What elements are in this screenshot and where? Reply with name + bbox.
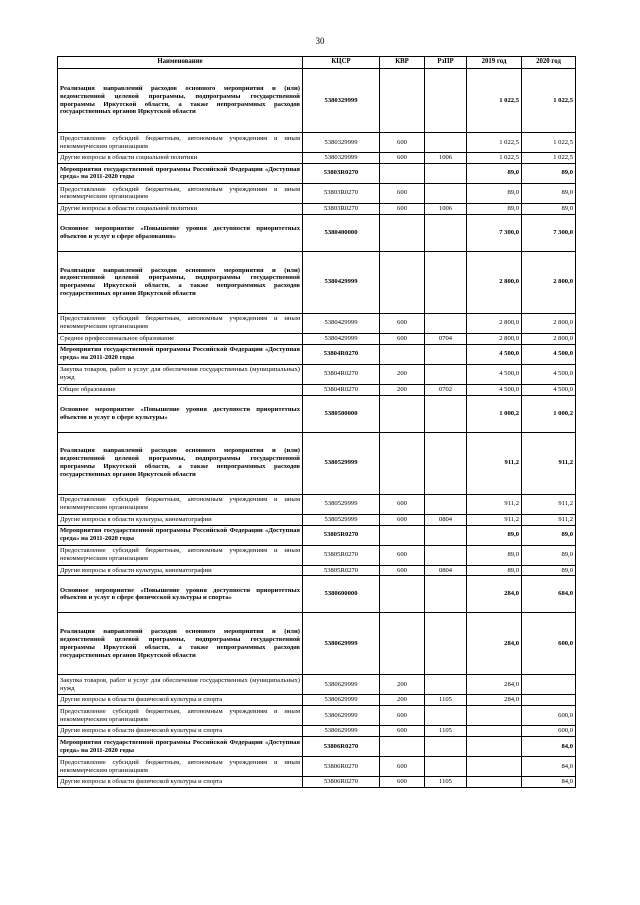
cell-kcsr: 5380329999 [303, 133, 380, 153]
cell-kvr [380, 737, 425, 757]
cell-kcsr: 53805R0270 [303, 545, 380, 565]
cell-kvr: 600 [380, 706, 425, 726]
cell-kcsr: 5380629999 [303, 613, 380, 675]
cell-kvr: 600 [380, 514, 425, 525]
cell-2019 [467, 706, 522, 726]
cell-name: Реализация направлений расходов основного мероприятия и (или) ведомственной целевой программы, подпрограммы государственной программы Иркутской области, а также непрограммных расходов государственных органов Иркутской области [58, 613, 303, 675]
table-row [58, 576, 576, 613]
cell-rzpr: 1105 [425, 777, 467, 788]
cell-2020: 89,0 [522, 203, 576, 214]
table-row [58, 69, 576, 133]
cell-name: Закупка товаров, работ и услуг для обеспечения государственных (муниципальных) нужд [58, 675, 303, 695]
table-row [58, 153, 576, 164]
cell-name: Мероприятия государственной программы Российской Федерации «Доступная среда» на 2011-2020 годы [58, 525, 303, 545]
cell-name: Основное мероприятие «Повышение уровня доступности приоритетных объектов и услуг в сфере культуры» [58, 395, 303, 432]
cell-2020: 84,0 [522, 757, 576, 777]
cell-kcsr: 5380500000 [303, 395, 380, 432]
cell-name: Другие вопросы в области культуры, кинематографии [58, 565, 303, 576]
cell-rzpr [425, 675, 467, 695]
cell-name: Другие вопросы в области культуры, кинематографии [58, 514, 303, 525]
header-2020: 2020 год [522, 57, 576, 69]
cell-name: Предоставление субсидий бюджетным, автономным учреждениям и иным некоммерческим организациям [58, 706, 303, 726]
cell-name: Реализация направлений расходов основного мероприятия и (или) ведомственной целевой программы, подпрограммы государственной программы Иркутской области, а также непрограммных расходов государственных органов Иркутской области [58, 432, 303, 494]
cell-kcsr: 5380429999 [303, 333, 380, 344]
cell-2019: 911,2 [467, 514, 522, 525]
cell-rzpr [425, 133, 467, 153]
cell-2019: 1 022,5 [467, 69, 522, 133]
cell-name: Предоставление субсидий бюджетным, автономным учреждениям и иным некоммерческим организациям [58, 313, 303, 333]
cell-kvr [380, 163, 425, 183]
table-row [58, 163, 576, 183]
cell-2020: 1 000,2 [522, 395, 576, 432]
cell-name: Реализация направлений расходов основного мероприятия и (или) ведомственной целевой программы, подпрограммы государственной программы Иркутской области, а также непрограммных расходов государственных органов Иркутской области [58, 69, 303, 133]
cell-2019: 1 022,5 [467, 133, 522, 153]
cell-rzpr [425, 183, 467, 203]
cell-rzpr [425, 494, 467, 514]
table-row [58, 183, 576, 203]
cell-kcsr: 5380529999 [303, 494, 380, 514]
cell-rzpr: 0804 [425, 514, 467, 525]
cell-kcsr: 53806R0270 [303, 777, 380, 788]
cell-2019: 2 800,0 [467, 313, 522, 333]
table-row [58, 214, 576, 251]
cell-name: Другие вопросы в области социальной политики [58, 203, 303, 214]
table-row [58, 203, 576, 214]
cell-kvr [380, 344, 425, 364]
cell-rzpr: 0704 [425, 333, 467, 344]
cell-2019: 89,0 [467, 525, 522, 545]
cell-name: Мероприятия государственной программы Российской Федерации «Доступная среда» на 2011-2020 годы [58, 344, 303, 364]
cell-kcsr: 5380329999 [303, 153, 380, 164]
cell-2020 [522, 695, 576, 706]
cell-kcsr: 5380629999 [303, 726, 380, 737]
cell-kvr: 200 [380, 675, 425, 695]
table-row [58, 344, 576, 364]
cell-name: Основное мероприятие «Повышение уровня доступности приоритетных объектов и услуг в сфере физической культуры и спорта» [58, 576, 303, 613]
table-row [58, 133, 576, 153]
cell-kcsr: 53804R0270 [303, 384, 380, 395]
cell-name: Реализация направлений расходов основного мероприятия и (или) ведомственной целевой программы, подпрограммы государственной программы Иркутской области, а также непрограммных расходов государственных органов Иркутской области [58, 251, 303, 313]
cell-kvr: 600 [380, 545, 425, 565]
cell-2020: 1 022,5 [522, 153, 576, 164]
cell-kvr [380, 214, 425, 251]
cell-kvr: 600 [380, 494, 425, 514]
cell-kvr: 200 [380, 364, 425, 384]
header-rzpr: РзПР [425, 57, 467, 69]
cell-2020: 89,0 [522, 565, 576, 576]
cell-name: Другие вопросы в области социальной политики [58, 153, 303, 164]
cell-kcsr: 53805R0270 [303, 525, 380, 545]
cell-kcsr: 53806R0270 [303, 757, 380, 777]
table-row [58, 706, 576, 726]
cell-kcsr: 5380629999 [303, 675, 380, 695]
cell-name: Другие вопросы в области физической культуры и спорта [58, 726, 303, 737]
cell-2020: 84,0 [522, 737, 576, 757]
table-row [58, 545, 576, 565]
cell-2020: 2 800,0 [522, 251, 576, 313]
cell-2020: 4 500,0 [522, 384, 576, 395]
cell-2020: 600,0 [522, 726, 576, 737]
table-row [58, 695, 576, 706]
header-2019: 2019 год [467, 57, 522, 69]
cell-2019: 89,0 [467, 163, 522, 183]
table-row [58, 777, 576, 788]
cell-rzpr [425, 757, 467, 777]
cell-2019 [467, 737, 522, 757]
table-row [58, 313, 576, 333]
table-header-row [58, 57, 576, 69]
table-row [58, 613, 576, 675]
cell-rzpr [425, 706, 467, 726]
cell-rzpr [425, 576, 467, 613]
table-row [58, 432, 576, 494]
cell-2019: 4 500,0 [467, 344, 522, 364]
cell-name: Предоставление субсидий бюджетным, автономным учреждениям и иным некоммерческим организациям [58, 494, 303, 514]
cell-kvr [380, 525, 425, 545]
table-row [58, 251, 576, 313]
cell-kcsr: 5380429999 [303, 251, 380, 313]
cell-name: Мероприятия государственной программы Российской Федерации «Доступная среда» на 2011-2020 годы [58, 163, 303, 183]
cell-2019: 4 500,0 [467, 364, 522, 384]
table-row [58, 364, 576, 384]
table-row [58, 726, 576, 737]
cell-2019: 2 800,0 [467, 251, 522, 313]
cell-2020: 911,2 [522, 494, 576, 514]
table-row [58, 494, 576, 514]
cell-kcsr: 53806R0270 [303, 737, 380, 757]
header-name: Наименование [58, 57, 303, 69]
cell-name: Среднее профессиональное образование [58, 333, 303, 344]
cell-kcsr: 5380429999 [303, 313, 380, 333]
cell-kvr [380, 576, 425, 613]
cell-rzpr [425, 69, 467, 133]
header-kvr: КВР [380, 57, 425, 69]
cell-rzpr: 0804 [425, 565, 467, 576]
cell-2019: 89,0 [467, 183, 522, 203]
cell-rzpr [425, 364, 467, 384]
cell-kvr: 600 [380, 313, 425, 333]
cell-rzpr [425, 613, 467, 675]
cell-2019: 284,0 [467, 675, 522, 695]
cell-2020: 1 022,5 [522, 69, 576, 133]
cell-2020: 4 500,0 [522, 344, 576, 364]
cell-kcsr: 5380329999 [303, 69, 380, 133]
cell-2020: 1 022,5 [522, 133, 576, 153]
cell-2019: 2 800,0 [467, 333, 522, 344]
cell-2020: 89,0 [522, 183, 576, 203]
cell-kvr [380, 395, 425, 432]
cell-kcsr: 5380529999 [303, 514, 380, 525]
cell-rzpr [425, 432, 467, 494]
cell-2019: 284,0 [467, 695, 522, 706]
cell-name: Предоставление субсидий бюджетным, автономным учреждениям и иным некоммерческим организациям [58, 757, 303, 777]
table-row [58, 384, 576, 395]
cell-rzpr [425, 251, 467, 313]
cell-2019: 911,2 [467, 432, 522, 494]
cell-rzpr: 1105 [425, 726, 467, 737]
cell-kvr: 600 [380, 757, 425, 777]
cell-kcsr: 53805R0270 [303, 565, 380, 576]
cell-2019: 284,0 [467, 613, 522, 675]
cell-2019: 7 300,0 [467, 214, 522, 251]
cell-kvr: 600 [380, 203, 425, 214]
cell-rzpr [425, 214, 467, 251]
table-row [58, 525, 576, 545]
table-row [58, 675, 576, 695]
cell-rzpr [425, 163, 467, 183]
cell-2020: 600,0 [522, 613, 576, 675]
cell-rzpr: 1105 [425, 695, 467, 706]
cell-2020: 600,0 [522, 706, 576, 726]
cell-2019 [467, 777, 522, 788]
cell-rzpr: 1006 [425, 203, 467, 214]
cell-2019: 89,0 [467, 565, 522, 576]
cell-kcsr: 53804R0270 [303, 344, 380, 364]
cell-kvr [380, 69, 425, 133]
cell-2019: 1 000,2 [467, 395, 522, 432]
table-row [58, 395, 576, 432]
cell-kvr: 600 [380, 565, 425, 576]
cell-rzpr [425, 313, 467, 333]
cell-rzpr [425, 344, 467, 364]
cell-name: Другие вопросы в области физической культуры и спорта [58, 695, 303, 706]
cell-2020: 89,0 [522, 525, 576, 545]
cell-name: Основное мероприятие «Повышение уровня доступности приоритетных объектов и услуг в сфере образования» [58, 214, 303, 251]
cell-kvr: 600 [380, 183, 425, 203]
cell-2019: 284,0 [467, 576, 522, 613]
cell-2019: 89,0 [467, 545, 522, 565]
cell-2020: 89,0 [522, 545, 576, 565]
cell-kcsr: 5380400000 [303, 214, 380, 251]
cell-rzpr [425, 395, 467, 432]
table-row [58, 333, 576, 344]
cell-2019 [467, 726, 522, 737]
cell-2020: 89,0 [522, 163, 576, 183]
cell-kcsr: 53803R0270 [303, 163, 380, 183]
cell-kvr: 600 [380, 153, 425, 164]
cell-kvr: 200 [380, 695, 425, 706]
cell-name: Мероприятия государственной программы Российской Федерации «Доступная среда» на 2011-2020 годы [58, 737, 303, 757]
cell-kcsr: 5380600000 [303, 576, 380, 613]
cell-2019: 1 022,5 [467, 153, 522, 164]
cell-2020: 4 500,0 [522, 364, 576, 384]
cell-kcsr: 53804R0270 [303, 364, 380, 384]
cell-2020: 7 300,0 [522, 214, 576, 251]
cell-kvr: 600 [380, 333, 425, 344]
header-kcsr: КЦСР [303, 57, 380, 69]
cell-name: Общее образование [58, 384, 303, 395]
page-number: 30 [315, 36, 325, 46]
cell-rzpr: 0702 [425, 384, 467, 395]
cell-2020: 2 800,0 [522, 313, 576, 333]
cell-kcsr: 53803R0270 [303, 183, 380, 203]
cell-2020: 2 800,0 [522, 333, 576, 344]
cell-rzpr [425, 525, 467, 545]
cell-2020: 911,2 [522, 432, 576, 494]
cell-2019: 89,0 [467, 203, 522, 214]
cell-name: Предоставление субсидий бюджетным, автономным учреждениям и иным некоммерческим организациям [58, 133, 303, 153]
cell-name: Предоставление субсидий бюджетным, автономным учреждениям и иным некоммерческим организациям [58, 183, 303, 203]
cell-kvr [380, 251, 425, 313]
cell-2020: 684,0 [522, 576, 576, 613]
cell-kvr [380, 613, 425, 675]
cell-kvr: 600 [380, 777, 425, 788]
cell-kcsr: 5380629999 [303, 695, 380, 706]
cell-2020: 84,0 [522, 777, 576, 788]
cell-name: Закупка товаров, работ и услуг для обеспечения государственных (муниципальных) нужд [58, 364, 303, 384]
cell-2020 [522, 675, 576, 695]
cell-rzpr [425, 545, 467, 565]
cell-kvr: 600 [380, 726, 425, 737]
cell-kvr [380, 432, 425, 494]
cell-rzpr: 1006 [425, 153, 467, 164]
cell-2020: 911,2 [522, 514, 576, 525]
cell-rzpr [425, 737, 467, 757]
cell-kcsr: 5380629999 [303, 706, 380, 726]
table-row [58, 565, 576, 576]
cell-2019: 911,2 [467, 494, 522, 514]
cell-name: Предоставление субсидий бюджетным, автономным учреждениям и иным некоммерческим организациям [58, 545, 303, 565]
cell-kcsr: 5380529999 [303, 432, 380, 494]
cell-kcsr: 53803R0270 [303, 203, 380, 214]
budget-table [57, 56, 576, 788]
cell-2019: 4 500,0 [467, 384, 522, 395]
cell-2019 [467, 757, 522, 777]
cell-kvr: 600 [380, 133, 425, 153]
table-row [58, 757, 576, 777]
cell-kvr: 200 [380, 384, 425, 395]
table-row [58, 737, 576, 757]
table-row [58, 514, 576, 525]
cell-name: Другие вопросы в области физической культуры и спорта [58, 777, 303, 788]
